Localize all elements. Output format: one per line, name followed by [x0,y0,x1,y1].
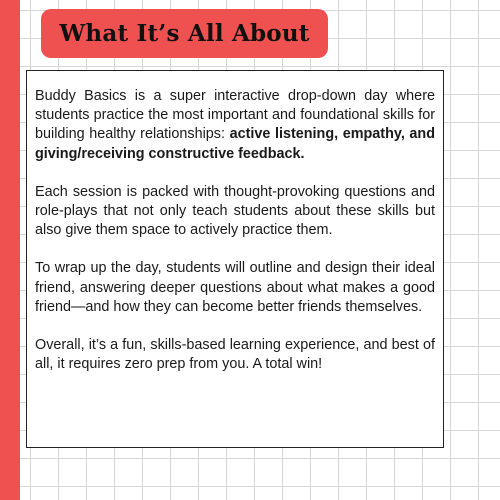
skills-highlight: active listening, empathy, and giving/receiving constructive feedback. [35,126,435,162]
content-card [26,70,444,448]
intro-text: Buddy Basics is a super interactive drop-down day where students practice the most important and foundational skills for building healthy relationships: [35,88,435,143]
paragraph-intro [35,87,435,164]
left-accent-bar [0,0,20,500]
paragraph-overall: Overall, it’s a fun, skills-based learning experience, and best of all, it requires zero prep from you. A total win! [35,337,435,373]
paragraph-wrap-up: To wrap up the day, students will outline and design their ideal friend, answering deeper questions about what makes a good friend—and how they can become better friends themselves. [35,260,435,315]
title-banner [41,9,328,58]
page-title: What It’s All About [59,20,310,47]
paragraph-sessions: Each session is packed with thought-provoking questions and role-plays that not only teach students about these skills but also give them space to actively practice them. [35,183,435,239]
